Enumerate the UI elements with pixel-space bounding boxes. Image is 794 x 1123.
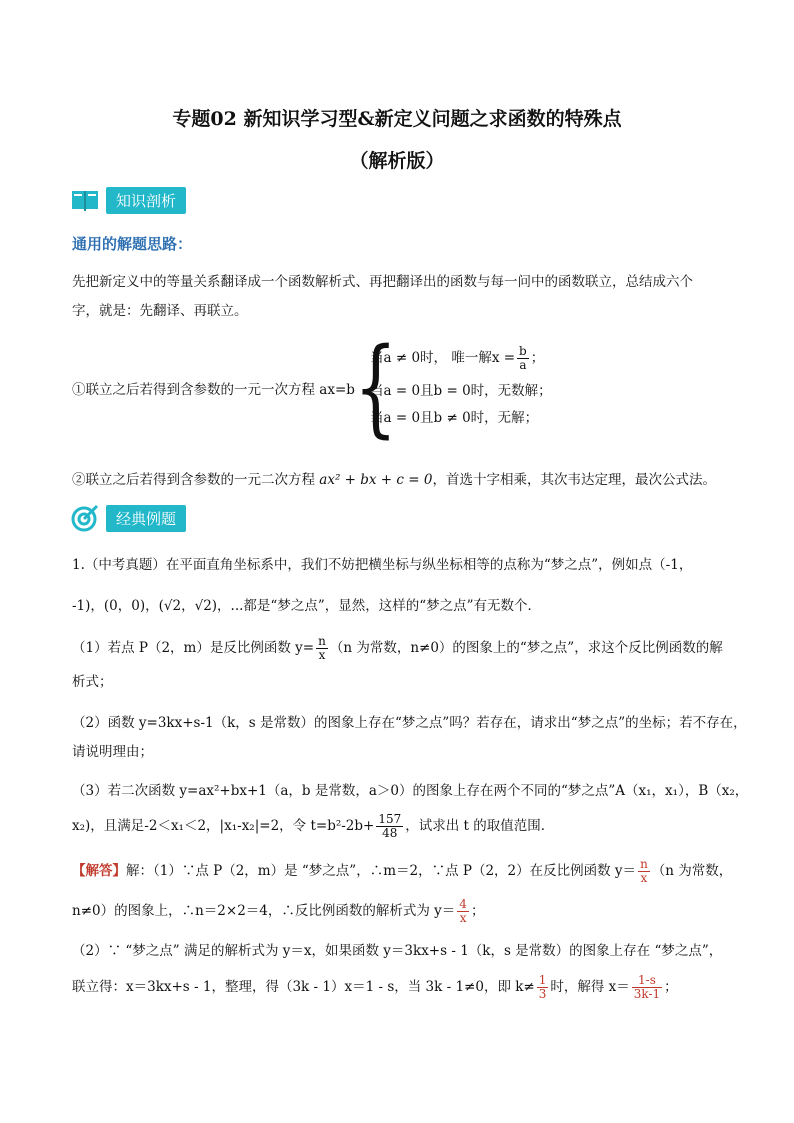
question-1-text-a: （1）若点 P（2，m）是反比例函数 y= bbox=[72, 640, 315, 656]
answer-2-text-d: ； bbox=[664, 979, 678, 995]
answer-2-text-c: 时，解得 x＝ bbox=[550, 979, 630, 995]
problem-intro-1: 1.（中考真题）在平面直角坐标系中，我们不妨把横坐标与纵坐标相等的点称为“梦之点”，例如点（-1， bbox=[72, 557, 693, 573]
question-1-fraction bbox=[316, 635, 328, 662]
case-1-end: ； bbox=[530, 350, 545, 366]
section-label: 知识剖析 bbox=[106, 187, 186, 214]
item2-tail: ，首选十字相乘，其次韦达定理，最次公式法。 bbox=[432, 472, 716, 488]
question-3-cont bbox=[72, 813, 554, 840]
answer-2-numerator: 1 bbox=[538, 973, 547, 987]
case-1-numerator: b bbox=[519, 344, 527, 358]
question-1-numerator: n bbox=[318, 634, 326, 648]
answer-1-fraction-2 bbox=[457, 898, 469, 925]
answer-1-text-a: 解：（1）∵点 P（2，m）是 “梦之点”，∴m＝2，∵点 P（2，2）在反比例函数 y＝ bbox=[126, 863, 637, 879]
case-1-text: 当a ≠ 0时， 唯一解x = bbox=[370, 350, 516, 366]
answer-2-numerator-2: 1-s bbox=[632, 974, 662, 988]
answer-label: 【解答】 bbox=[72, 863, 126, 879]
answer-1-denominator: x bbox=[640, 871, 648, 885]
question-3-denominator: 48 bbox=[382, 826, 398, 840]
item2-line bbox=[72, 470, 716, 490]
answer-2-fraction bbox=[537, 974, 549, 1001]
answer-2-denominator: 3 bbox=[538, 987, 547, 1001]
book-icon bbox=[70, 185, 100, 215]
answer-1-numerator-2: 4 bbox=[459, 897, 467, 911]
answer-1-text-d: ； bbox=[470, 903, 485, 919]
intro-line-1: 先把新定义中的等量关系翻译成一个函数解析式、再把翻译出的函数与每一问中的函数联立，总结成六个 bbox=[72, 274, 693, 290]
answer-1-cont bbox=[72, 898, 484, 925]
case-1-denominator: a bbox=[519, 358, 527, 372]
answer-2-denominator-2: 3k-1 bbox=[633, 987, 661, 1001]
answer-1-denominator-2: x bbox=[459, 911, 467, 925]
section-banner-examples bbox=[70, 505, 186, 531]
question-2: （2）函数 y=3kx+s-1（k，s 是常数）的图象上存在“梦之点”吗？若存在，请求出“梦之点”的坐标；若不存在， bbox=[72, 715, 747, 731]
answer-1-text-b: （n 为常数， bbox=[651, 863, 733, 879]
item2-lead: ②联立之后若得到含参数的一元二次方程 bbox=[72, 472, 315, 488]
target-icon bbox=[70, 503, 100, 533]
answer-2-fraction-2 bbox=[632, 974, 662, 1001]
answer-1 bbox=[72, 858, 732, 885]
question-1-text-b: （n 为常数，n≠0）的图象上的“梦之点”，求这个反比例函数的解 bbox=[329, 640, 723, 656]
page-title: 专题02 新知识学习型&新定义问题之求函数的特殊点 bbox=[172, 108, 622, 130]
page-subtitle: （解析版） bbox=[349, 150, 445, 172]
problem-intro-2: -1)，(0，0)，(√2，√2)，...都是“梦之点”，显然，这样的“梦之点”有无数个． bbox=[72, 598, 542, 614]
intro-line-2: 字，就是：先翻译、再联立。 bbox=[72, 303, 248, 319]
question-3-fraction bbox=[376, 813, 403, 840]
item1-lead: ①联立之后若得到含参数的一元一次方程 ax=b bbox=[72, 382, 355, 398]
question-1-denominator: x bbox=[318, 648, 326, 662]
question-1 bbox=[72, 635, 723, 662]
question-3-text-c: ，试求出 t 的取值范围． bbox=[405, 818, 555, 834]
item2-equation: ax² + bx + c = 0 bbox=[319, 472, 433, 488]
case-2: 当a = 0且b = 0时，无数解； bbox=[370, 383, 552, 399]
brace: { bbox=[354, 326, 398, 450]
answer-2-text-b: 联立得：x＝3kx+s - 1，整理，得（3k - 1）x＝1 - s，当 3k - 1≠0，即 k≠ bbox=[72, 979, 535, 995]
question-3-text-b: x₂)，且满足-2＜x₁＜2，|x₁-x₂|=2，令 t=b²-2b+ bbox=[72, 818, 375, 834]
question-3-numerator: 157 bbox=[378, 812, 402, 826]
question-1-cont: 析式； bbox=[72, 674, 113, 690]
heading-general-approach: 通用的解题思路： bbox=[72, 235, 193, 253]
answer-1-fraction bbox=[638, 858, 650, 885]
question-3: （3）若二次函数 y=ax²+bx+1（a，b 是常数，a＞0）的图象上存在两个不同的“梦之点”A（x₁，x₁），B（x₂， bbox=[72, 783, 749, 799]
case-1 bbox=[370, 345, 544, 372]
section-label: 经典例题 bbox=[106, 505, 186, 532]
answer-2: （2）∵ “梦之点” 满足的解析式为 y＝x，如果函数 y＝3kx+s - 1（k，s 是常数）的图象上存在 “梦之点”， bbox=[72, 943, 723, 959]
case-1-fraction bbox=[517, 345, 529, 372]
answer-2-cont bbox=[72, 974, 678, 1001]
section-banner-knowledge bbox=[70, 187, 186, 213]
answer-1-text-c: n≠0）的图象上，∴n＝2×2＝4，∴反比例函数的解析式为 y＝ bbox=[72, 903, 456, 919]
answer-1-numerator: n bbox=[640, 857, 648, 871]
case-3: 当a = 0且b ≠ 0时，无解； bbox=[370, 410, 539, 426]
question-2-cont: 请说明理由； bbox=[72, 744, 153, 760]
